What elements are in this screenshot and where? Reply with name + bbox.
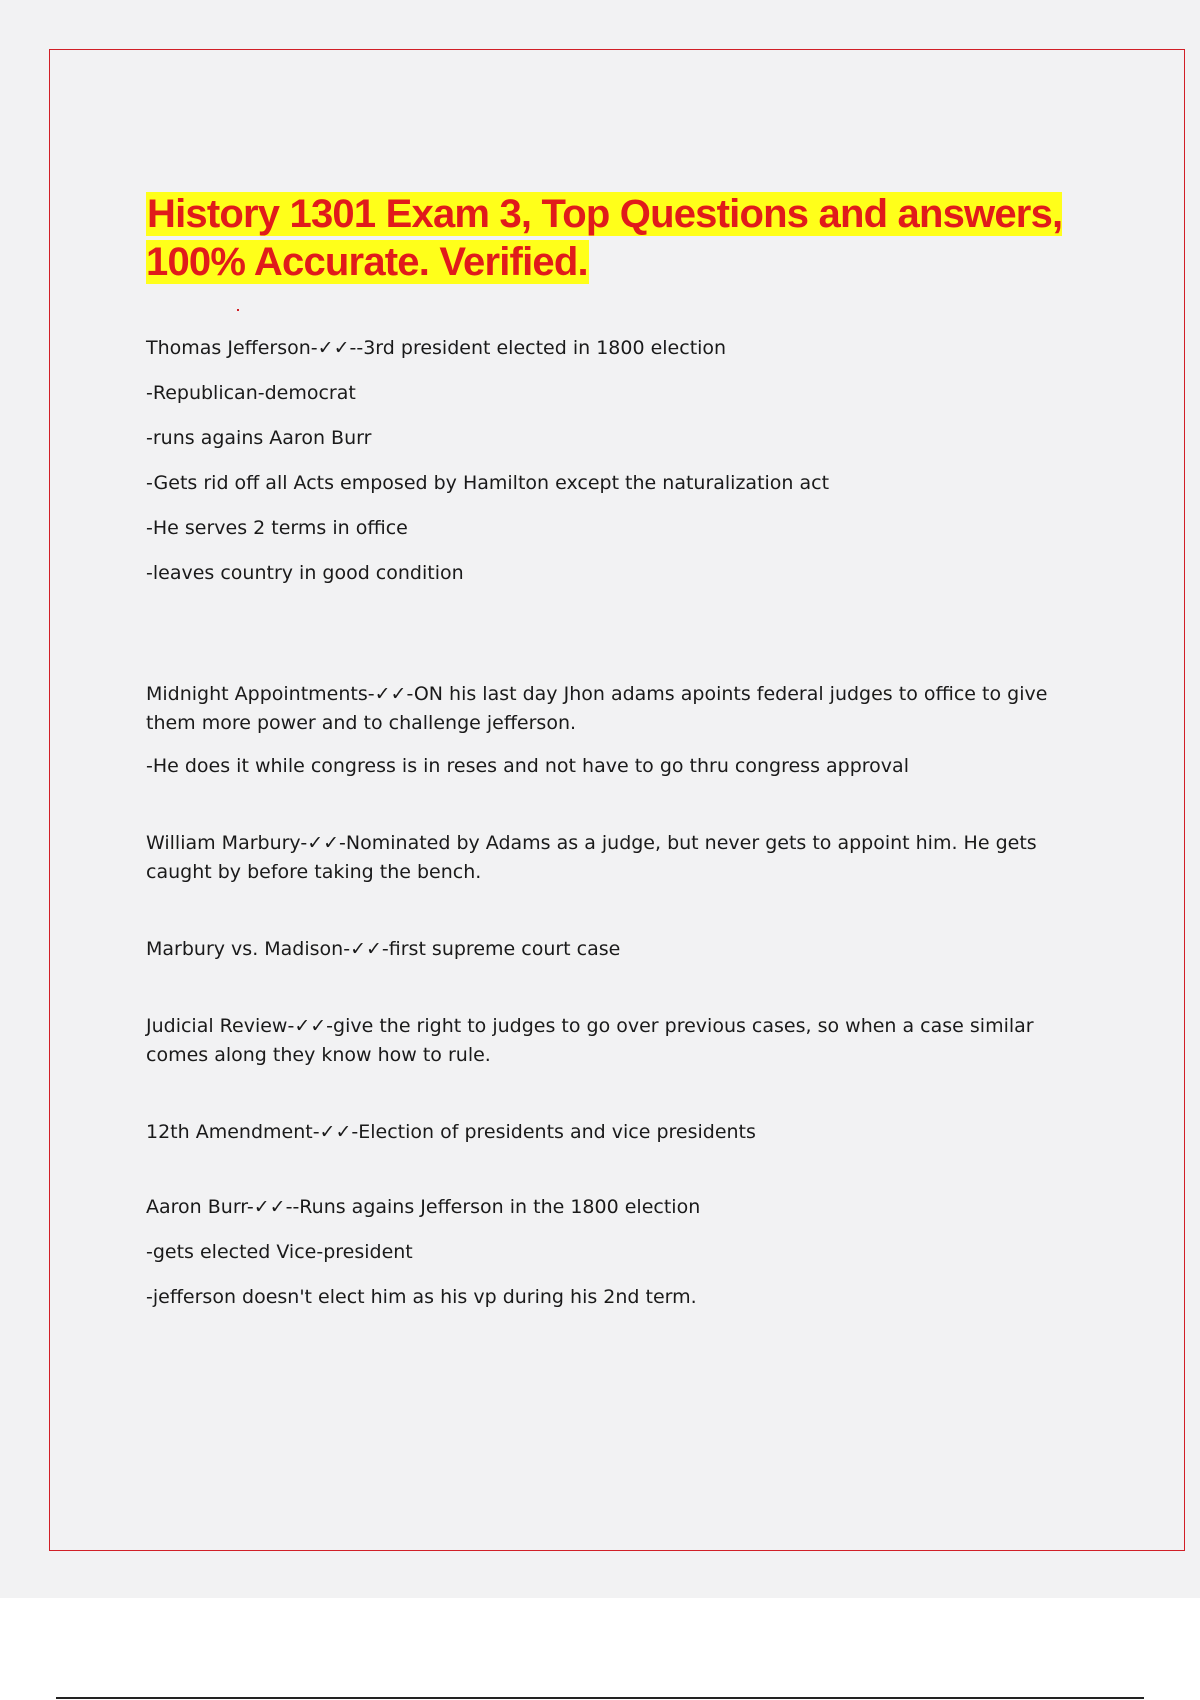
entry-line: Judicial Review-✓✓-give the right to judges to go over previous cases, so when a case similar comes along they know how to rule. — [146, 1015, 1034, 1066]
title-line-2: 100% Accurate. Verified. — [146, 240, 588, 284]
page-divider — [56, 1697, 1144, 1699]
entry-line: -gets elected Vice-president — [146, 1241, 413, 1263]
entry-line: Marbury vs. Madison-✓✓-first supreme court case — [146, 938, 621, 960]
entry-william-marbury — [146, 829, 1096, 887]
entry-aaron-burr — [146, 1193, 1096, 1312]
entry-line: -runs agains Aaron Burr — [146, 427, 372, 449]
entry-line: -leaves country in good condition — [146, 562, 464, 584]
title-highlight — [146, 192, 1062, 284]
entry-thomas-jefferson — [146, 334, 1096, 588]
entry-line: 12th Amendment-✓✓-Election of presidents and vice presidents — [146, 1121, 756, 1143]
entry-midnight-appointments — [146, 680, 1096, 781]
entry-line: -jefferson doesn't elect him as his vp during his 2nd term. — [146, 1286, 697, 1308]
entry-line: Midnight Appointments-✓✓-ON his last day Jhon adams apoints federal judges to office to give them more power and to challenge jefferson. — [146, 683, 1048, 734]
entry-marbury-vs-madison — [146, 935, 1096, 964]
entry-line: Aaron Burr-✓✓--Runs agains Jefferson in the 1800 election — [146, 1196, 701, 1218]
title-line-1: History 1301 Exam 3, Top Questions and answers, — [147, 192, 1063, 236]
entry-line: -Republican-democrat — [146, 382, 356, 404]
entry-line: -Gets rid off all Acts emposed by Hamilton except the naturalization act — [146, 472, 830, 494]
document-body — [146, 334, 1096, 1328]
entry-line: -He does it while congress is in reses and not have to go thru congress approval — [146, 755, 909, 777]
entry-12th-amendment — [146, 1118, 1096, 1147]
decorative-dot — [237, 309, 239, 311]
entry-judicial-review — [146, 1012, 1096, 1070]
document-title — [146, 190, 1146, 286]
entry-line: William Marbury-✓✓-Nominated by Adams as a judge, but never gets to appoint him. He gets caught by before taking the bench. — [146, 832, 1037, 883]
entry-line: -He serves 2 terms in office — [146, 517, 408, 539]
entry-line: Thomas Jefferson-✓✓--3rd president elected in 1800 election — [146, 337, 727, 359]
